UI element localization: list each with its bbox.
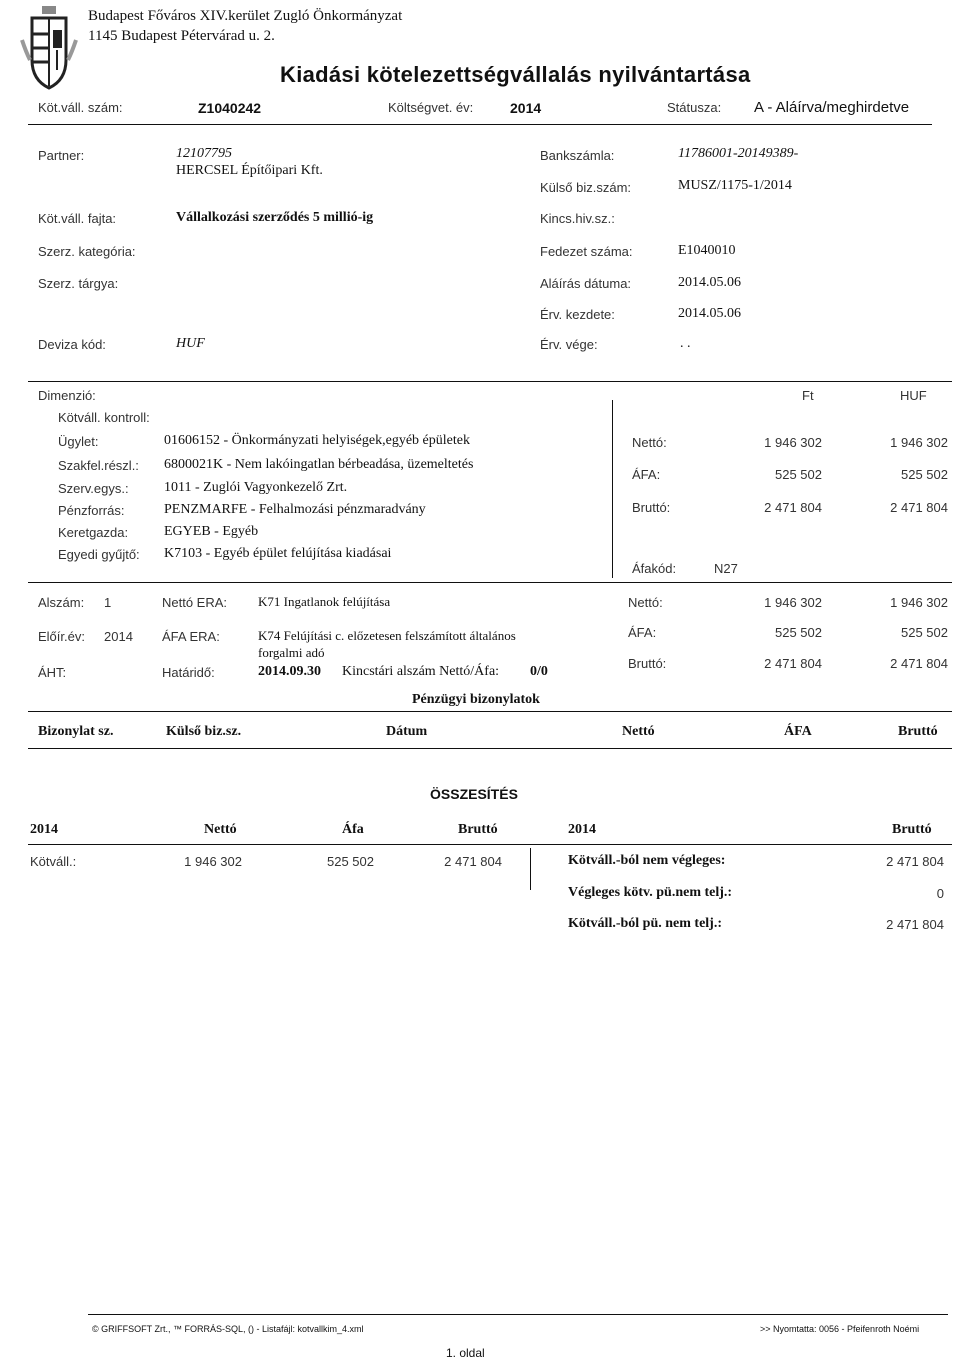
hatarido-label: Határidő: xyxy=(162,665,215,680)
dim-label: Ügylet: xyxy=(58,434,99,449)
osszesites-row-afa: 525 502 xyxy=(327,854,374,869)
kotvall-szam-label: Köt.váll. szám: xyxy=(38,100,123,115)
footer-copyright: © GRIFFSOFT Zrt., ™ FORRÁS-SQL, () - Listafájl: kotvallkim_4.xml xyxy=(92,1324,364,1334)
dim-value: 6800021K - Nem lakóingatlan bérbeadása, üzemeltetés xyxy=(164,457,474,472)
koltsegvet-ev: 2014 xyxy=(510,100,542,116)
alszam-netto-ft: 1 946 302 xyxy=(764,595,822,610)
summary-label: Kötváll.-ból nem végleges: xyxy=(568,853,726,868)
afakod: N27 xyxy=(714,561,738,576)
col-brutto: Bruttó xyxy=(898,724,938,739)
deviza-label: Deviza kód: xyxy=(38,337,106,352)
partner-name: HERCSEL Építőipari Kft. xyxy=(176,163,323,178)
divider xyxy=(530,848,531,890)
erv-kezdete-label: Érv. kezdete: xyxy=(540,307,615,322)
afa-era-label: ÁFA ERA: xyxy=(162,629,220,644)
alszam-brutto-ft: 2 471 804 xyxy=(764,656,822,671)
osszesites-netto-h: Nettó xyxy=(204,822,237,837)
alszam-afa-ft: 525 502 xyxy=(775,625,822,640)
fajta-label: Köt.váll. fajta: xyxy=(38,211,117,226)
afa-era: K74 Felújítási c. előzetesen felszámított általános xyxy=(258,628,516,643)
statusza-label: Státusza: xyxy=(667,100,722,115)
alszam-brutto-huf: 2 471 804 xyxy=(890,656,948,671)
kulso-label: Külső biz.szám: xyxy=(540,180,632,195)
osszesites-row-brutto: 2 471 804 xyxy=(444,854,502,869)
divider xyxy=(28,582,952,583)
divider xyxy=(28,381,952,382)
page-number: 1. oldal xyxy=(446,1346,485,1360)
org-address: 1145 Budapest Pétervárad u. 2. xyxy=(88,28,275,44)
divider xyxy=(612,400,613,578)
dim-value: PENZMARFE - Felhalmozási pénzmaradvány xyxy=(164,502,426,517)
dimension-title: Dimenzió: xyxy=(38,388,96,403)
dim-value: EGYEB - Egyéb xyxy=(164,524,259,539)
kategoria-label: Szerz. kategória: xyxy=(38,244,136,259)
osszesites-row-label: Kötváll.: xyxy=(30,854,77,869)
divider xyxy=(28,124,932,125)
erv-vege-label: Érv. vége: xyxy=(540,337,598,352)
osszesites-afa-h: Áfa xyxy=(342,822,364,837)
dim-brutto-label: Bruttó: xyxy=(632,500,671,515)
alszam-brutto-label: Bruttó: xyxy=(628,656,667,671)
ft-header: Ft xyxy=(802,388,814,403)
dim-brutto-ft: 2 471 804 xyxy=(764,500,822,515)
divider xyxy=(28,711,952,712)
aht-label: ÁHT: xyxy=(38,665,67,680)
penzugyi-title: Pénzügyi bizonylatok xyxy=(412,692,540,707)
osszesites-title: ÖSSZESÍTÉS xyxy=(430,786,518,802)
divider xyxy=(88,1314,948,1315)
dim-label: Keretgazda: xyxy=(58,525,129,540)
summary-label: Kötváll.-ból pü. nem telj.: xyxy=(568,916,722,931)
dim-label: Pénzforrás: xyxy=(58,503,125,518)
netto-era-label: Nettó ERA: xyxy=(162,595,228,610)
kotvall-szam: Z1040242 xyxy=(198,100,262,116)
kincstari-value: 0/0 xyxy=(530,664,548,679)
osszesites-right-brutto-h: Bruttó xyxy=(892,822,932,837)
partner-label: Partner: xyxy=(38,148,85,163)
alszam-afa-huf: 525 502 xyxy=(901,625,948,640)
summary-value: 0 xyxy=(936,886,944,901)
fedezet: E1040010 xyxy=(678,243,736,258)
dim-label: Szakfel.részl.: xyxy=(58,458,139,473)
divider xyxy=(28,844,952,845)
summary-value: 2 471 804 xyxy=(886,854,944,869)
afa-era-cont: forgalmi adó xyxy=(258,645,325,660)
osszesites-left-year: 2014 xyxy=(30,822,58,837)
col-kulso: Külső biz.sz. xyxy=(166,724,242,739)
dim-netto-ft: 1 946 302 xyxy=(764,435,822,450)
osszesites-right-year: 2014 xyxy=(568,822,596,837)
osszesites-row-netto: 1 946 302 xyxy=(184,854,242,869)
alairas-label: Aláírás dátuma: xyxy=(540,276,632,291)
erv-kezdete: 2014.05.06 xyxy=(678,306,741,321)
dim-value: K7103 - Egyéb épület felújítása kiadásai xyxy=(164,546,392,561)
alszam-afa-label: ÁFA: xyxy=(628,625,657,640)
dim-netto-label: Nettó: xyxy=(632,435,667,450)
dim-label: Szerv.egys.: xyxy=(58,481,129,496)
erv-vege: . . xyxy=(680,336,691,351)
footer-printed-by: >> Nyomtatta: 0056 - Pfeifenroth Noémi xyxy=(760,1324,920,1334)
alszam-label: Alszám: xyxy=(38,595,85,610)
bankszamla-label: Bankszámla: xyxy=(540,148,615,163)
dim-value: 1011 - Zuglói Vagyonkezelő Zrt. xyxy=(164,480,348,495)
bankszamla: 11786001-20149389- xyxy=(678,146,799,161)
divider xyxy=(28,748,952,749)
hatarido: 2014.09.30 xyxy=(258,664,321,679)
col-afa: ÁFA xyxy=(784,724,812,739)
eloir-label: Előír.év: xyxy=(38,629,85,644)
summary-value: 2 471 804 xyxy=(886,917,944,932)
dim-label: Egyedi gyűjtő: xyxy=(58,547,140,562)
alszam: 1 xyxy=(104,595,112,610)
page-title: Kiadási kötelezettségvállalás nyilvántartása xyxy=(280,62,751,87)
kincstari-label: Kincstári alszám Nettó/Áfa: xyxy=(342,664,500,679)
fedezet-label: Fedezet száma: xyxy=(540,244,633,259)
dim-afa-ft: 525 502 xyxy=(775,467,822,482)
col-bizonylat: Bizonylat sz. xyxy=(38,724,114,739)
koltsegvet-ev-label: Költségvet. év: xyxy=(388,100,474,115)
dim-brutto-huf: 2 471 804 xyxy=(890,500,948,515)
eloir: 2014 xyxy=(104,629,133,644)
targya-label: Szerz. tárgya: xyxy=(38,276,119,291)
dim-afa-huf: 525 502 xyxy=(901,467,948,482)
col-netto: Nettó xyxy=(622,724,655,739)
huf-header: HUF xyxy=(900,388,927,403)
kulso: MUSZ/1175-1/2014 xyxy=(678,178,792,193)
dim-netto-huf: 1 946 302 xyxy=(890,435,948,450)
alairas: 2014.05.06 xyxy=(678,275,741,290)
coat-of-arms-logo xyxy=(20,0,78,92)
org-name: Budapest Főváros XIV.kerület Zugló Önkormányzat xyxy=(88,8,403,24)
dim-value: 01606152 - Önkormányzati helyiségek,egyéb épületek xyxy=(164,433,470,448)
kincs-label: Kincs.hiv.sz.: xyxy=(540,211,615,226)
fajta: Vállalkozási szerződés 5 millió-ig xyxy=(176,210,374,225)
dim-afa-label: ÁFA: xyxy=(632,467,661,482)
deviza: HUF xyxy=(176,336,205,351)
alszam-netto-huf: 1 946 302 xyxy=(890,595,948,610)
alszam-netto-label: Nettó: xyxy=(628,595,663,610)
summary-label: Végleges kötv. pü.nem telj.: xyxy=(568,885,733,900)
osszesites-brutto-h: Bruttó xyxy=(458,822,498,837)
kontroll-label: Kötváll. kontroll: xyxy=(58,410,150,425)
afakod-label: Áfakód: xyxy=(632,561,677,576)
netto-era: K71 Ingatlanok felújítása xyxy=(258,594,391,609)
partner-id: 12107795 xyxy=(176,146,232,161)
col-datum: Dátum xyxy=(386,724,428,739)
statusza: A - Aláírva/meghirdetve xyxy=(754,99,910,116)
